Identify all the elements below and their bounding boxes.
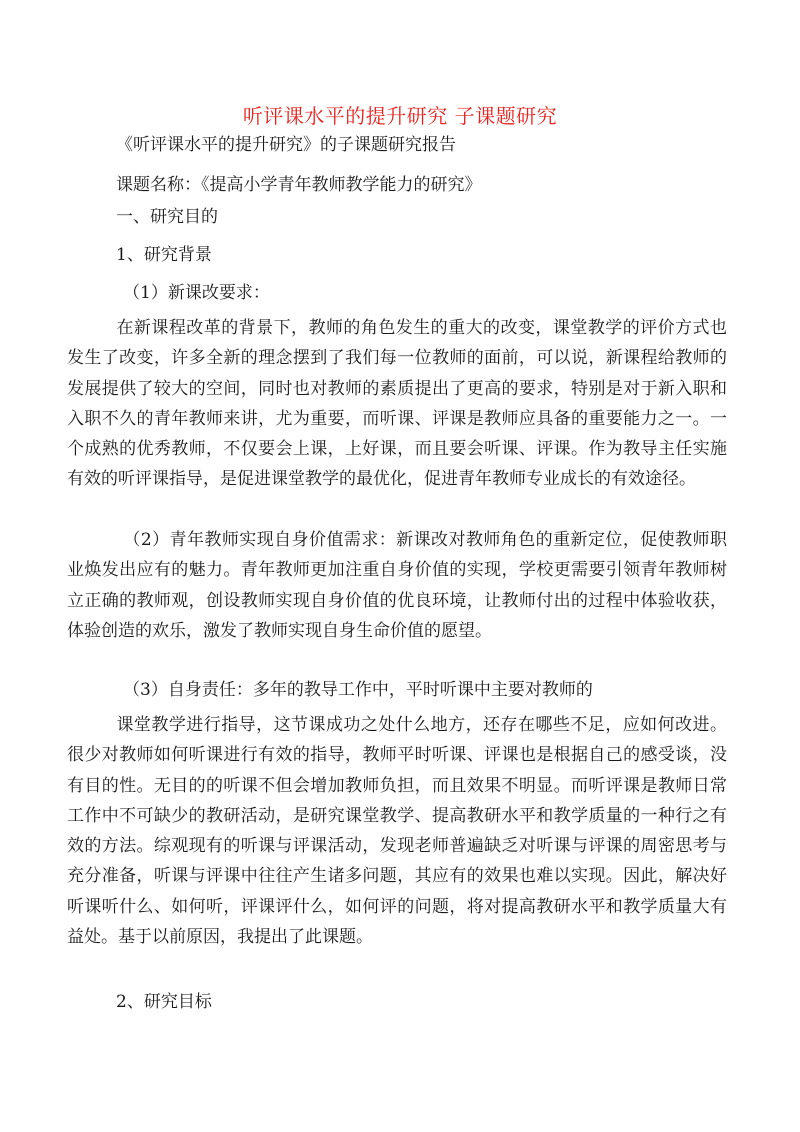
paragraph-curriculum-reform <box>67 313 727 495</box>
section-heading-purpose: 一、研究目的 <box>116 207 218 227</box>
paragraph-young-teacher-value-text: （2）青年教师实现自身价值需求：新课改对教师角色的重新定位，促使教师职业焕发出应有的魅力。青年教师更加注重自身价值的实现，学校更需要引领青年教师树立正确的教师观，创设教师实现自身价值的优良环境，让教师付出的过程中体验收获，体验创造的欢乐，激发了教师实现自身生命价值的愿望。 <box>67 530 727 641</box>
report-title-line: 《听评课水平的提升研究》的子课题研究报告 <box>116 135 456 155</box>
item-heading-curriculum-reform: （1）新课改要求： <box>123 283 270 303</box>
document-title: 听评课水平的提升研究 子课题研究 <box>242 104 558 128</box>
subsection-heading-background: 1、研究背景 <box>116 245 212 265</box>
subsection-heading-goals: 2、研究目标 <box>116 992 212 1012</box>
item-heading-own-responsibility: （3）自身责任：多年的教导工作中，平时听课中主要对教师的 <box>123 680 593 700</box>
paragraph-own-responsibility <box>67 710 727 952</box>
topic-name-line: 课题名称：《提高小学青年教师教学能力的研究》 <box>116 175 482 195</box>
paragraph-curriculum-reform-text: 在新课程改革的背景下，教师的角色发生的重大的改变，课堂教学的评价方式也发生了改变，许多全新的理念摆到了我们每一位教师的面前，可以说，新课程给教师的发展提供了较大的空间，同时也对教师的素质提出了更高的要求，特别是对于新入职和入职不久的青年教师来讲，尤为重要，而听课、评课是教师应具备的重要能力之一。一个成熟的优秀教师，不仅要会上课，上好课，而且要会听课、评课。作为教导主任实施有效的听评课指导，是促进课堂教学的最优化，促进青年教师专业成长的有效途径。 <box>67 318 727 490</box>
paragraph-young-teacher-value <box>67 525 727 646</box>
paragraph-own-responsibility-text: 课堂教学进行指导，这节课成功之处什么地方，还存在哪些不足，应如何改进。很少对教师如何听课进行有效的指导，教师平时听课、评课也是根据自己的感受谈，没有目的性。无目的的听课不但会增加教师负担，而且效果不明显。而听评课是教师日常工作中不可缺少的教研活动，是研究课堂教学、提高教研水平和教学质量的一种行之有效的方法。综观现有的听课与评课活动，发现老师普遍缺乏对听课与评课的周密思考与充分准备，听课与评课中往往产生诸多问题，其应有的效果也难以实现。因此，解决好听课听什么、如何听，评课评什么，如何评的问题，将对提高教研水平和教学质量大有益处。基于以前原因，我提出了此课题。 <box>67 715 727 948</box>
